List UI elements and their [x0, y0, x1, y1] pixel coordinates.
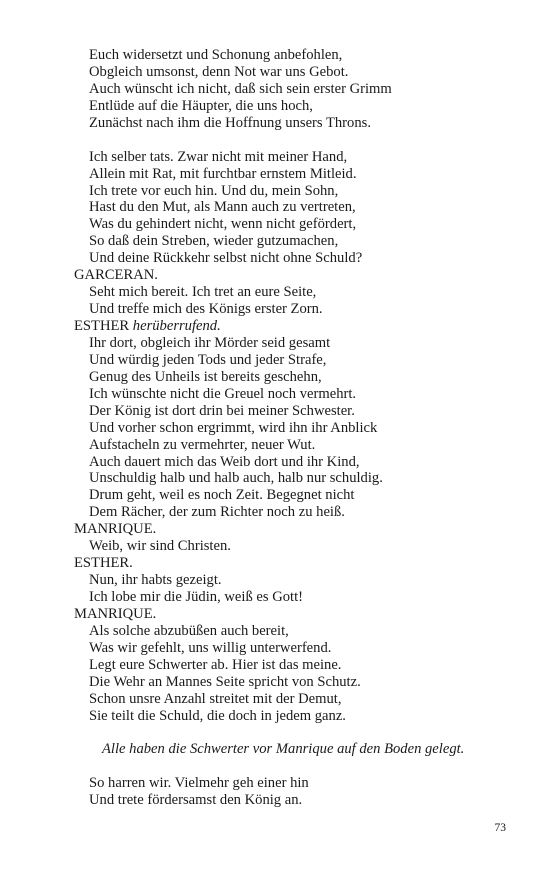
- verse-line: Zunächst nach ihm die Hoffnung unsers Throns.: [89, 114, 371, 131]
- speaker-label: ESTHER.: [74, 555, 133, 572]
- verse-line: Und deine Rückkehr selbst nicht ohne Schuld?: [89, 250, 363, 267]
- verse-line: So daß dein Streben, wieder gutzumachen,: [89, 233, 339, 250]
- verse-line: Sie teilt die Schuld, die doch in jedem ganz.: [89, 707, 346, 724]
- speaker-name: [74, 521, 514, 538]
- verse-line: Dem Rächer, der zum Richter noch zu heiß.: [89, 504, 345, 521]
- verse-line: Nun, ihr habts gezeigt.: [89, 572, 222, 589]
- speaker-name: [74, 318, 514, 335]
- verse-line: Obgleich umsonst, denn Not war uns Gebot.: [89, 63, 349, 80]
- speaker-name: [74, 555, 514, 572]
- verse-line: Und vorher schon ergrimmt, wird ihn ihr Anblick: [89, 419, 378, 436]
- speaker-label: MANRIQUE.: [74, 521, 157, 538]
- verse-line: Als solche abzubüßen auch bereit,: [89, 622, 289, 639]
- verse-line: Was wir gefehlt, uns willig unterwerfend.: [89, 639, 332, 656]
- verse-line: Und trete fördersamst den König an.: [89, 792, 303, 809]
- verse-line: Die Wehr an Mannes Seite spricht von Schutz.: [89, 673, 361, 690]
- verse-line: Hast du den Mut, als Mann auch zu vertreten,: [89, 199, 356, 216]
- speaker-name: [74, 267, 514, 284]
- verse-line: Ich lobe mir die Jüdin, weiß es Gott!: [89, 589, 303, 605]
- verse-line: Ich selber tats. Zwar nicht mit meiner Hand,: [89, 148, 348, 165]
- stage-direction: Alle haben die Schwerter vor Manrique auf den Boden gelegt.: [102, 741, 465, 758]
- verse-line: Allein mit Rat, mit furchtbar ernstem Mitleid.: [89, 165, 357, 182]
- verse-line: Und würdig jeden Tods und jeder Strafe,: [89, 351, 327, 368]
- speaker-label: GARCERAN.: [74, 267, 158, 284]
- verse-line: Schon unsre Anzahl streitet mit der Demut,: [89, 690, 342, 707]
- speaker-name: [74, 606, 514, 623]
- verse-line: Ich wünschte nicht die Greuel noch vermehrt.: [89, 385, 357, 402]
- page-number: 73: [494, 822, 506, 834]
- verse-line: Auch dauert mich das Weib dort und ihr Kind,: [89, 453, 360, 470]
- verse-line: So harren wir. Vielmehr geh einer hin: [89, 775, 309, 792]
- verse-line: Auch wünscht ich nicht, daß sich sein erster Grimm: [89, 80, 392, 97]
- speaker-label: MANRIQUE.: [74, 605, 157, 622]
- verse-line: Euch widersetzt und Schonung anbefohlen,: [89, 47, 343, 63]
- verse-line: Aufstacheln zu vermehrter, neuer Wut.: [89, 436, 316, 453]
- verse-line: Was du gehindert nicht, wenn nicht gefördert,: [89, 216, 357, 233]
- verse-line: Weib, wir sind Christen.: [89, 538, 231, 555]
- verse-line: Und treffe mich des Königs erster Zorn.: [89, 301, 323, 318]
- verse-line: Seht mich bereit. Ich tret an eure Seite,: [89, 284, 317, 301]
- verse-line: Drum geht, weil es noch Zeit. Begegnet nicht: [89, 487, 355, 504]
- verse-line: Ich trete vor euch hin. Und du, mein Sohn,: [89, 182, 339, 199]
- stage-direction-inline: herüberrufend.: [132, 318, 221, 334]
- verse-line: Genug des Unheils ist bereits geschehn,: [89, 368, 322, 385]
- blank-line: [74, 758, 514, 775]
- verse-line: Ihr dort, obgleich ihr Mörder seid gesamt: [89, 334, 331, 351]
- speaker-label: ESTHER: [74, 318, 130, 334]
- verse-line: Der König ist dort drin bei meiner Schwester.: [89, 402, 355, 419]
- blank-line: [74, 132, 514, 149]
- verse-line: Unschuldig halb und halb auch, halb nur schuldig.: [89, 470, 383, 487]
- play-text: [74, 47, 514, 809]
- blank-line: [74, 725, 514, 742]
- verse-line: Legt eure Schwerter ab. Hier ist das meine.: [89, 656, 342, 673]
- verse-line: Entlüde auf die Häupter, die uns hoch,: [89, 97, 313, 114]
